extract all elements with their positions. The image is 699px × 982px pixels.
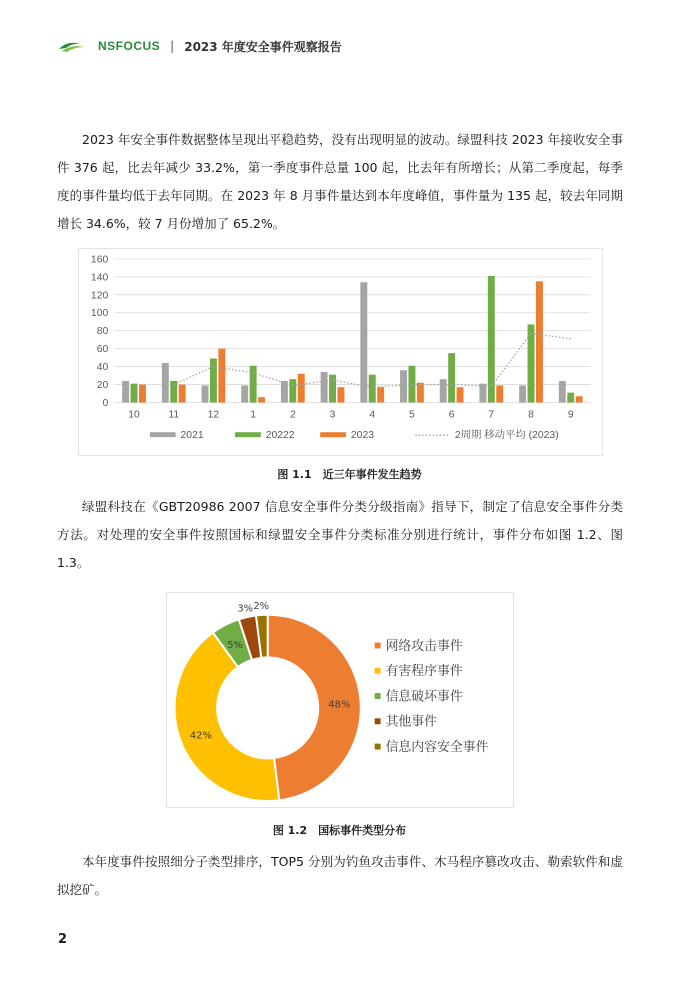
slice-value-label: 5%: [227, 639, 243, 651]
x-tick-label: 7: [488, 409, 495, 421]
slice-value-label: 3%: [237, 603, 254, 615]
bar-2023-9: [576, 396, 583, 402]
legend-swatch: [375, 668, 381, 674]
bar-2021-10: [122, 381, 129, 403]
y-tick-label: 20: [96, 380, 109, 392]
bar-2023-3: [337, 387, 344, 402]
trend-bar-chart: [78, 248, 603, 456]
y-tick-label: 40: [96, 362, 109, 374]
bar-20222-8: [528, 324, 535, 402]
figure-2-caption: 图 1.2 国标事件类型分布: [272, 824, 407, 837]
paragraph-trend-summary: 2023 年安全事件数据整体呈现出平稳趋势，没有出现明显的波动。绿盟科技 2023 年接收安全事件 376 起，比去年减少 33.2%，第一季度事件总量 100 起，比去年有所增长；从第二季度起，每季度的事件量均低于去年同期。在 2023 年 8 月事件量达到本年度峰值，事件量为 135 起，较去年同期增长 34.6%，较 7 月份增加了 65.2%。: [57, 132, 623, 231]
bar-2021-3: [321, 372, 328, 403]
x-tick-label: 12: [207, 409, 220, 421]
legend-label: 其他事件: [385, 714, 438, 730]
report-title: 2023 年度安全事件观察报告: [184, 39, 342, 54]
brand-name: NSFOCUS: [98, 39, 161, 53]
x-tick-label: 8: [528, 409, 534, 421]
x-tick-label: 10: [128, 409, 140, 421]
x-tick-label: 4: [369, 409, 376, 421]
slice-value-label: 42%: [189, 730, 212, 742]
y-tick-label: 140: [90, 272, 109, 284]
bar-20222-9: [567, 393, 574, 403]
legend-label: 信息破坏事件: [385, 689, 463, 705]
legend-label-2023: 2023: [350, 430, 374, 442]
bar-2021-8: [519, 385, 526, 402]
legend-swatch-20222: [235, 432, 261, 437]
legend-swatch: [375, 643, 381, 649]
x-tick-label: 3: [329, 409, 336, 421]
x-tick-label: 11: [168, 409, 180, 421]
y-tick-label: 100: [90, 308, 109, 320]
x-tick-label: 9: [567, 409, 574, 421]
bar-20222-7: [488, 276, 495, 403]
x-tick-label: 5: [409, 409, 415, 421]
y-tick-label: 80: [96, 326, 109, 338]
slice-value-label: 48%: [328, 699, 351, 711]
legend-label: 网络攻击事件: [385, 638, 463, 654]
legend-label-moving-average: 2周期 移动平均 (2023): [454, 430, 559, 442]
x-tick-label: 6: [448, 409, 455, 421]
bar-2021-11: [162, 363, 169, 402]
bar-2023-11: [179, 385, 186, 403]
bar-2021-5: [400, 370, 407, 402]
page-number: 2: [58, 932, 68, 947]
paragraph-classification: 绿盟科技在《GBT20986 2007 信息安全事件分类分级指南》指导下，制定了信息安全事件分类方法。对处理的安全事件按照国标和绿盟安全事件分类标准分别进行统计，事件分布如图 1.2、图 1.3。: [57, 499, 623, 570]
bar-20222-6: [448, 353, 455, 402]
bar-2023-8: [536, 281, 543, 402]
paragraph-top5: 本年度事件按照细分子类型排序，TOP5 分别为钓鱼攻击事件、木马程序篡改攻击、勒索软件和虚拟挖矿。: [57, 854, 623, 897]
bar-20222-12: [210, 359, 217, 403]
bar-2023-10: [139, 385, 146, 403]
bar-2023-12: [218, 349, 225, 403]
y-tick-label: 120: [90, 290, 109, 302]
bar-2021-9: [559, 381, 566, 403]
bar-2023-4: [377, 387, 384, 402]
bar-2023-6: [457, 387, 464, 402]
y-tick-label: 160: [90, 254, 109, 266]
page-header: [58, 36, 342, 56]
legend-swatch: [375, 693, 381, 699]
bar-20222-1: [250, 366, 257, 403]
bar-20222-4: [369, 375, 376, 403]
bar-20222-3: [329, 375, 336, 403]
bar-2021-1: [241, 385, 248, 402]
y-tick-label: 60: [96, 344, 109, 356]
legend-label: 信息内容安全事件: [385, 740, 489, 756]
bar-2023-5: [417, 383, 424, 403]
x-tick-label: 1: [250, 409, 257, 421]
figure-1-caption: 图 1.1 近三年事件发生趋势: [277, 468, 422, 481]
x-tick-label: 2: [289, 409, 296, 421]
legend-label-20222: 20222: [265, 430, 295, 442]
legend-swatch: [375, 744, 381, 750]
slice-value-label: 2%: [253, 601, 270, 613]
bar-20222-10: [131, 384, 138, 403]
nsfocus-logo-icon: [58, 38, 92, 54]
bar-2021-4: [360, 282, 367, 402]
y-tick-label: 0: [102, 397, 109, 409]
bar-2023-7: [496, 385, 503, 402]
bar-2023-1: [258, 397, 265, 402]
event-type-donut-chart: [166, 592, 514, 808]
legend-label-2021: 2021: [180, 430, 204, 442]
bar-2021-12: [202, 385, 209, 402]
header-separator: |: [170, 39, 175, 53]
legend-swatch-2023: [320, 432, 346, 437]
bar-2023-2: [298, 374, 305, 403]
bar-2021-6: [440, 379, 447, 402]
legend-swatch-2021: [150, 432, 176, 437]
bar-20222-2: [289, 379, 296, 402]
legend-label: 有害程序事件: [385, 664, 463, 680]
legend-swatch: [375, 718, 381, 724]
